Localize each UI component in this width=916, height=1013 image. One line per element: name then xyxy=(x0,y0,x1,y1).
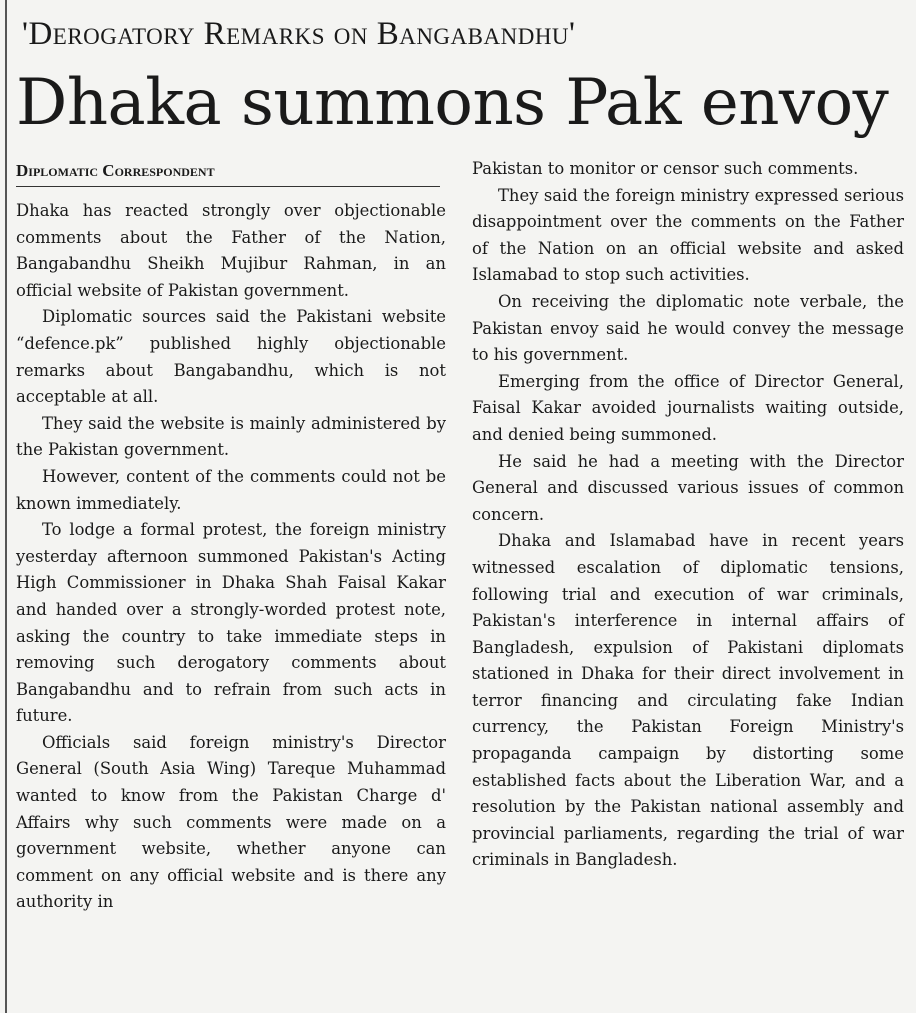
article-column-left xyxy=(16,198,446,916)
paragraph: They said the foreign ministry expressed serious disappointment over the comments on the Father of the Nation on an official website and asked Islamabad to stop such activities. xyxy=(472,185,904,285)
headline: Dhaka summons Pak envoy xyxy=(16,66,889,140)
paragraph: Diplomatic sources said the Pakistani website “defence.pk” published highly objectionable remarks about Bangabandhu, which is not acceptable at all. xyxy=(16,307,446,407)
kicker: 'Derogatory Remarks on Bangabandhu' xyxy=(22,16,576,52)
paragraph: He said he had a meeting with the Director General and discussed various issues of common concern. xyxy=(472,451,904,524)
paragraph: Dhaka has reacted strongly over objectionable comments about the Father of the Nation, Bangabandhu Sheikh Mujibur Rahman, in an official website of Pakistan government. xyxy=(16,201,446,300)
paragraph: They said the website is mainly administered by the Pakistan government. xyxy=(16,413,446,460)
paragraph: However, content of the comments could not be known immediately. xyxy=(16,466,446,513)
byline: Diplomatic Correspondent xyxy=(16,161,215,180)
paragraph: To lodge a formal protest, the foreign ministry yesterday afternoon summoned Pakistan's Acting High Commissioner in Dhaka Shah Faisal Kakar and handed over a strongly-worded protest note, asking the country to take immediate steps in removing such derogatory comments about Bangabandhu and to refrain from such acts in future. xyxy=(16,520,446,726)
paragraph: Emerging from the office of Director General, Faisal Kakar avoided journalists waiting outside, and denied being summoned. xyxy=(472,371,904,444)
paragraph: Dhaka and Islamabad have in recent years witnessed escalation of diplomatic tensions, following trial and execution of war criminals, Pakistan's interference in internal affairs of Bangladesh, expulsion of Pakistani diplomats stationed in Dhaka for their direct involvement in terror financing and circulating fake Indian currency, the Pakistan Foreign Ministry's propaganda campaign by distorting some established facts about the Liberation War, and a resolution by the Pakistan national assembly and provincial parliaments, regarding the trial of war criminals in Bangladesh. xyxy=(472,531,904,870)
paragraph: On receiving the diplomatic note verbale, the Pakistan envoy said he would convey the message to his government. xyxy=(472,291,904,365)
paragraph: Officials said foreign ministry's Director General (South Asia Wing) Tareque Muhammad wanted to know from the Pakistan Charge d' Affairs why such comments were made on a government website, whether anyone can comment on any official website and is there any authority in xyxy=(16,732,446,912)
paragraph: Pakistan to monitor or censor such comments. xyxy=(472,159,859,178)
byline-rule xyxy=(16,186,440,187)
article-column-right xyxy=(472,156,904,874)
column-rule-left xyxy=(5,0,7,1013)
